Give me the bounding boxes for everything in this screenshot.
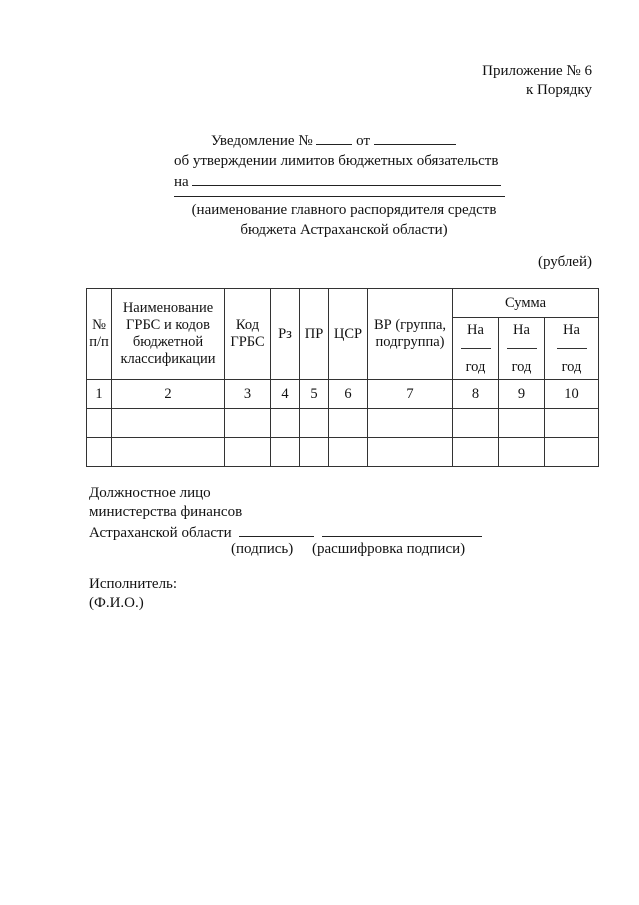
- table-cell: [368, 409, 453, 438]
- executor-block: [89, 575, 177, 613]
- notice-number-blank: [316, 130, 352, 145]
- notice-date-label: от: [356, 133, 370, 149]
- year-3-top: На: [563, 321, 580, 338]
- year-1-bottom: год: [465, 358, 486, 375]
- notice-date-blank: [374, 130, 456, 145]
- header-year-2: [499, 318, 545, 380]
- limits-table: [86, 288, 599, 467]
- column-number: 1: [87, 380, 112, 409]
- header-csr: ЦСР: [329, 289, 368, 380]
- executor-fio: (Ф.И.О.): [89, 595, 144, 611]
- title-line-2: об утверждении лимитов бюджетных обязательств: [174, 153, 499, 169]
- table-cell: [453, 409, 499, 438]
- table-cell: [329, 438, 368, 467]
- recipient-blank-line: [174, 196, 505, 197]
- table-cell: [499, 409, 545, 438]
- year-1-top: На: [467, 321, 484, 338]
- official-title-region: Астраханской области: [89, 525, 232, 541]
- table-cell: [545, 438, 599, 467]
- year-3-bottom: год: [561, 358, 582, 375]
- header-vr: ВР (группа, подгруппа): [368, 289, 453, 380]
- column-number: 5: [300, 380, 329, 409]
- recipient-caption-line-1: (наименование главного распорядителя средств: [191, 202, 497, 218]
- column-number-row: [87, 380, 599, 409]
- table-cell: [368, 438, 453, 467]
- signature-caption: (подпись): [231, 541, 294, 557]
- header-pr: ПР: [300, 289, 329, 380]
- recipient-caption: [174, 200, 514, 240]
- column-number: 8: [453, 380, 499, 409]
- column-number: 6: [329, 380, 368, 409]
- year-1-blank: [461, 348, 491, 349]
- header-code: Код ГРБС: [225, 289, 271, 380]
- year-2-top: На: [513, 321, 530, 338]
- header-year-3: [545, 318, 599, 380]
- table-cell: [225, 438, 271, 467]
- year-2-bottom: год: [511, 358, 532, 375]
- table-cell: [300, 409, 329, 438]
- header-name: Наименование ГРБС и кодов бюджетной классификации: [112, 289, 225, 380]
- column-number: 2: [112, 380, 225, 409]
- executor-label: Исполнитель:: [89, 576, 178, 592]
- table-cell: [329, 409, 368, 438]
- notice-number-label: Уведомление №: [211, 133, 313, 149]
- header-sum: Сумма: [453, 289, 599, 318]
- header-num: № п/п: [87, 289, 112, 380]
- table-cell: [87, 409, 112, 438]
- currency-units: (рублей): [537, 254, 592, 270]
- column-number: 10: [545, 380, 599, 409]
- table-cell: [499, 438, 545, 467]
- table-cell: [87, 438, 112, 467]
- table-cell: [300, 438, 329, 467]
- column-number: 7: [368, 380, 453, 409]
- column-number: 4: [271, 380, 300, 409]
- table-cell: [545, 409, 599, 438]
- header-row-1: [87, 289, 599, 318]
- table-cell: [225, 409, 271, 438]
- table-cell: [271, 409, 300, 438]
- official-title-line-1: Должностное лицо: [89, 485, 211, 501]
- official-title-line-2: министерства финансов: [89, 504, 243, 520]
- table-row: [87, 409, 599, 438]
- appendix-reference: [482, 62, 592, 100]
- official-title-line-3: [89, 522, 482, 543]
- column-number: 9: [499, 380, 545, 409]
- title-line-3: [174, 171, 514, 192]
- table-cell: [112, 438, 225, 467]
- period-blank: [192, 171, 501, 186]
- table-cell: [112, 409, 225, 438]
- recipient-caption-line-2: бюджета Астраханской области): [240, 222, 448, 238]
- header-rz: Рз: [271, 289, 300, 380]
- title-line-1: [174, 130, 514, 151]
- year-2-blank: [507, 348, 537, 349]
- table-row: [87, 438, 599, 467]
- signature-block: [89, 484, 482, 543]
- column-number: 3: [225, 380, 271, 409]
- period-label: на: [174, 174, 189, 190]
- table-cell: [271, 438, 300, 467]
- header-year-1: [453, 318, 499, 380]
- signature-blank: [239, 522, 314, 537]
- appendix-order: к Порядку: [526, 82, 592, 98]
- table-cell: [453, 438, 499, 467]
- signature-decode-caption: (расшифровка подписи): [312, 541, 466, 557]
- year-3-blank: [557, 348, 587, 349]
- appendix-number: Приложение № 6: [482, 63, 592, 79]
- signature-decode-blank: [322, 522, 482, 537]
- document-title: [174, 130, 514, 192]
